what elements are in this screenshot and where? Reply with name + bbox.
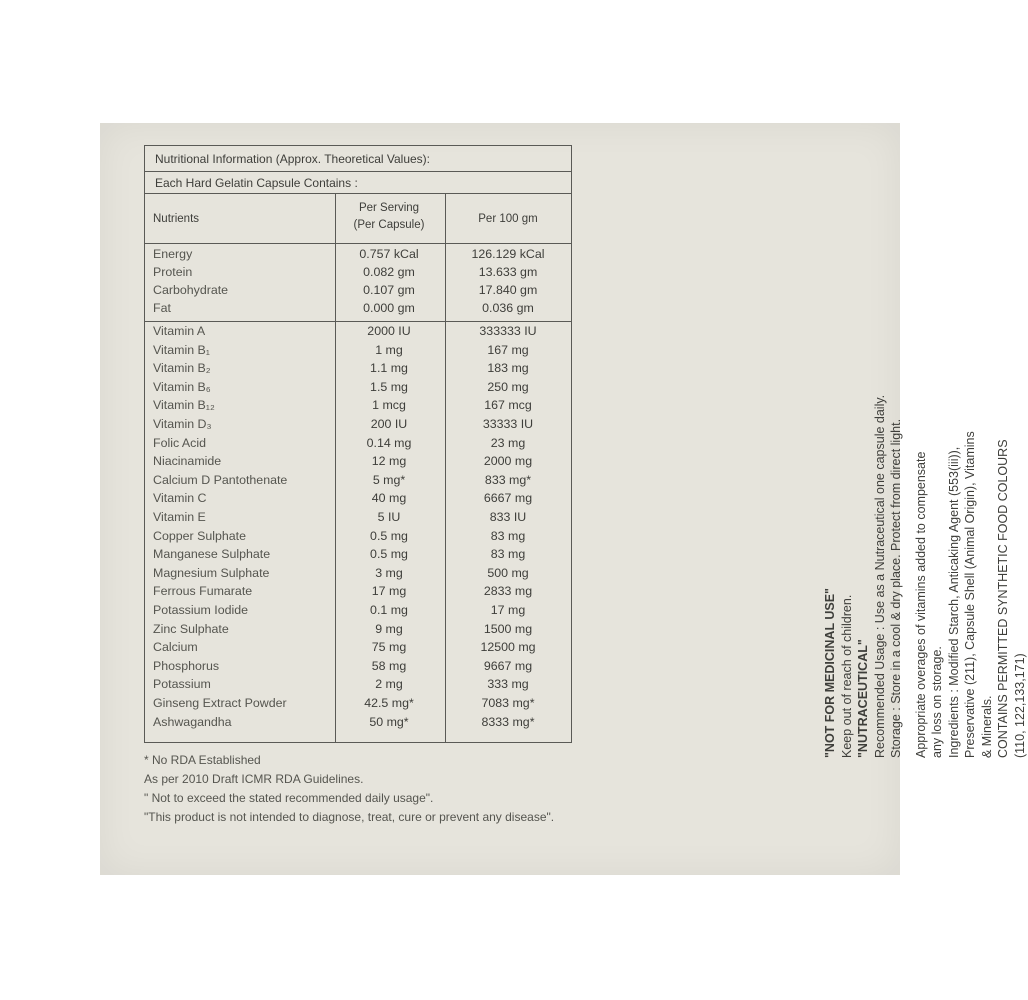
per-100-value: 0.036 gm: [482, 301, 534, 315]
table-subtitle-row: [145, 172, 571, 194]
nutrient-name: Vitamin D₃: [153, 417, 212, 431]
ingredients-line1: Ingredients : Modified Starch, Anticaking Agent (553(iii)),: [946, 446, 961, 758]
colours-line1: CONTAINS PERMITTED SYNTHETIC FOOD COLOURS: [996, 439, 1010, 758]
per-100-value: 12500 mg: [480, 640, 536, 655]
ingredients-line2: Preservative (211), Capsule Shell (Animal Origin), Vitamins: [963, 431, 977, 758]
table-row: [145, 565, 571, 584]
footnote: " Not to exceed the stated recommended daily usage".: [144, 791, 434, 805]
per-serving-header-line2: (Per Capsule): [353, 219, 425, 231]
table-row: [145, 342, 571, 361]
nutrient-name: Vitamin C: [153, 491, 207, 506]
table-row: [145, 264, 571, 283]
overages-line1: Appropriate overages of vitamins added to compensate: [913, 451, 928, 758]
recommended-usage: Recommended Usage : Use as a Nutraceutical one capsule daily.: [872, 394, 887, 758]
per-serving-value: 5 IU: [377, 510, 401, 524]
per-100-value: 500 mg: [487, 565, 529, 580]
per-serving-value: 17 mg: [371, 584, 407, 599]
per-serving-value: 1 mg: [375, 342, 403, 357]
table-row: [145, 453, 571, 472]
nutrient-name: Vitamin B₁₂: [153, 398, 215, 413]
table-row: [145, 379, 571, 398]
nutrient-name: Manganese Sulphate: [153, 547, 271, 562]
table-row: [145, 676, 571, 695]
table-row: [145, 416, 571, 435]
nutrient-name: Zinc Sulphate: [153, 621, 229, 636]
table-row: [145, 490, 571, 509]
per-serving-value: 5 mg*: [372, 472, 406, 487]
per-serving-value: 75 mg: [371, 640, 407, 655]
nutrient-name: Magnesium Sulphate: [153, 565, 270, 580]
per-100-value: 7083 mg*: [481, 696, 535, 710]
footnote: "This product is not intended to diagnose, treat, cure or prevent any disease".: [144, 810, 555, 824]
nutrition-table: [144, 145, 572, 743]
table-row: [145, 360, 571, 379]
table-row: [145, 528, 571, 547]
section-divider: [145, 321, 571, 322]
nutrient-name: Carbohydrate: [153, 283, 229, 297]
table-row: [145, 583, 571, 602]
per-serving-value: 1.1 mg: [370, 361, 408, 376]
per-100-value: 8333 mg*: [481, 714, 535, 729]
per-100-value: 23 mg: [490, 435, 526, 450]
table-row: [145, 621, 571, 640]
table-row: [145, 602, 571, 621]
per-serving-value: 200 IU: [370, 417, 408, 431]
overages-line2: any loss on storage.: [930, 646, 944, 758]
per-100-value: 183 mg: [487, 361, 529, 376]
per-100-value: 83 mg: [490, 547, 526, 562]
product-label: [100, 123, 1027, 875]
usage-instructions: [822, 238, 1028, 758]
per-100-value: 833 mg*: [484, 472, 532, 487]
table-row: [145, 435, 571, 454]
per-100-value: 33333 IU: [482, 417, 534, 431]
keep-out-warning: Keep out of reach of children.: [839, 594, 854, 758]
per-100-value: 13.633 gm: [478, 265, 538, 279]
colours-line2: (110, 122,133,171): [1012, 653, 1027, 758]
per-serving-value: 50 mg*: [369, 714, 409, 729]
per-100-value: 17 mg: [490, 603, 526, 617]
nutrient-name: Vitamin A: [153, 324, 206, 338]
per-100-value: 333333 IU: [479, 324, 537, 338]
nutrient-name: Ferrous Fumarate: [153, 584, 253, 599]
per-serving-header-line1: Per Serving: [358, 202, 420, 214]
nutrient-name: Energy: [153, 247, 193, 261]
per-serving-value: 0.5 mg: [370, 547, 408, 562]
table-row: [145, 714, 571, 733]
per-serving-value: 42.5 mg*: [364, 696, 414, 710]
per-serving-value: 0.107 gm: [363, 283, 415, 297]
per-100-value: 833 IU: [489, 510, 527, 524]
table-row: [145, 639, 571, 658]
not-medicinal-warning: "NOT FOR MEDICINAL USE": [823, 588, 837, 758]
table-row: [145, 323, 571, 342]
nutrient-name: Potassium: [153, 677, 211, 692]
per-serving-value: 1.5 mg: [370, 379, 408, 394]
table-row: [145, 695, 571, 714]
per-serving-value: 58 mg: [371, 658, 407, 673]
per-serving-value: 3 mg: [375, 565, 403, 580]
table-row: [145, 472, 571, 491]
per-serving-value: 2 mg: [375, 677, 403, 692]
table-row: [145, 509, 571, 528]
per-100-value: 2833 mg: [483, 584, 533, 599]
nutrients-header: Nutrients: [153, 213, 200, 225]
per-100-header: Per 100 gm: [478, 213, 538, 225]
table-row: [145, 246, 571, 265]
per-100-value: 6667 mg: [483, 491, 533, 506]
per-100-value: 17.840 gm: [478, 283, 538, 297]
footnote: * No RDA Established: [144, 753, 261, 767]
nutrient-name: Vitamin B₂: [153, 361, 211, 376]
per-100-value: 126.129 kCal: [471, 247, 545, 261]
per-100-value: 250 mg: [487, 379, 529, 394]
nutrient-name: Ginseng Extract Powder: [153, 696, 287, 710]
nutrient-name: Calcium D Pantothenate: [153, 472, 288, 487]
nutrient-name: Potassium Iodide: [153, 603, 249, 617]
per-100-value: 1500 mg: [483, 621, 533, 636]
per-serving-value: 2000 IU: [367, 324, 411, 338]
per-100-value: 83 mg: [490, 528, 526, 543]
nutrient-name: Folic Acid: [153, 435, 207, 450]
nutrient-name: Copper Sulphate: [153, 528, 246, 543]
per-100-value: 167 mcg: [484, 398, 532, 413]
table-title-row: [145, 146, 571, 172]
footnote: As per 2010 Draft ICMR RDA Guidelines.: [144, 772, 364, 786]
per-100-value: 9667 mg: [483, 658, 533, 673]
per-serving-value: 12 mg: [371, 454, 407, 469]
table-row: [145, 300, 571, 319]
table-row: [145, 658, 571, 677]
table-row: [145, 546, 571, 565]
per-100-value: 167 mg: [487, 342, 529, 357]
per-serving-value: 0.5 mg: [370, 528, 408, 543]
nutrient-name: Vitamin E: [153, 510, 206, 524]
nutrient-name: Vitamin B₁: [153, 342, 210, 357]
table-subtitle: Each Hard Gelatin Capsule Contains :: [155, 176, 358, 190]
nutrient-name: Vitamin B₆: [153, 379, 211, 394]
table-row: [145, 397, 571, 416]
storage-instructions: Storage : Store in a cool & dry place. Protect from direct light.: [889, 418, 903, 758]
nutrient-name: Calcium: [153, 640, 198, 655]
table-title: Nutritional Information (Approx. Theoretical Values):: [155, 152, 431, 166]
per-serving-value: 0.000 gm: [363, 301, 415, 315]
nutrient-name: Fat: [153, 301, 171, 315]
per-serving-value: 9 mg: [375, 621, 403, 636]
nutrient-name: Ashwagandha: [153, 714, 232, 729]
per-serving-value: 0.082 gm: [363, 265, 415, 279]
nutrient-name: Phosphorus: [153, 658, 220, 673]
footnotes: [144, 751, 744, 827]
per-serving-header: [335, 200, 443, 234]
table-row: [145, 282, 571, 301]
nutraceutical-label: "NUTRACEUTICAL": [856, 639, 870, 758]
per-serving-value: 40 mg: [371, 491, 407, 506]
nutrient-name: Niacinamide: [153, 454, 222, 469]
per-100-value: 2000 mg: [483, 454, 533, 469]
column-header-row: [145, 194, 571, 244]
per-serving-value: 0.757 kCal: [359, 247, 419, 261]
per-serving-value: 0.1 mg: [370, 603, 408, 617]
per-serving-value: 1 mcg: [372, 398, 406, 413]
per-serving-value: 0.14 mg: [366, 435, 412, 450]
ingredients-line3: & Minerals.: [979, 695, 994, 758]
per-100-value: 333 mg: [487, 677, 529, 692]
nutrient-name: Protein: [153, 265, 193, 279]
